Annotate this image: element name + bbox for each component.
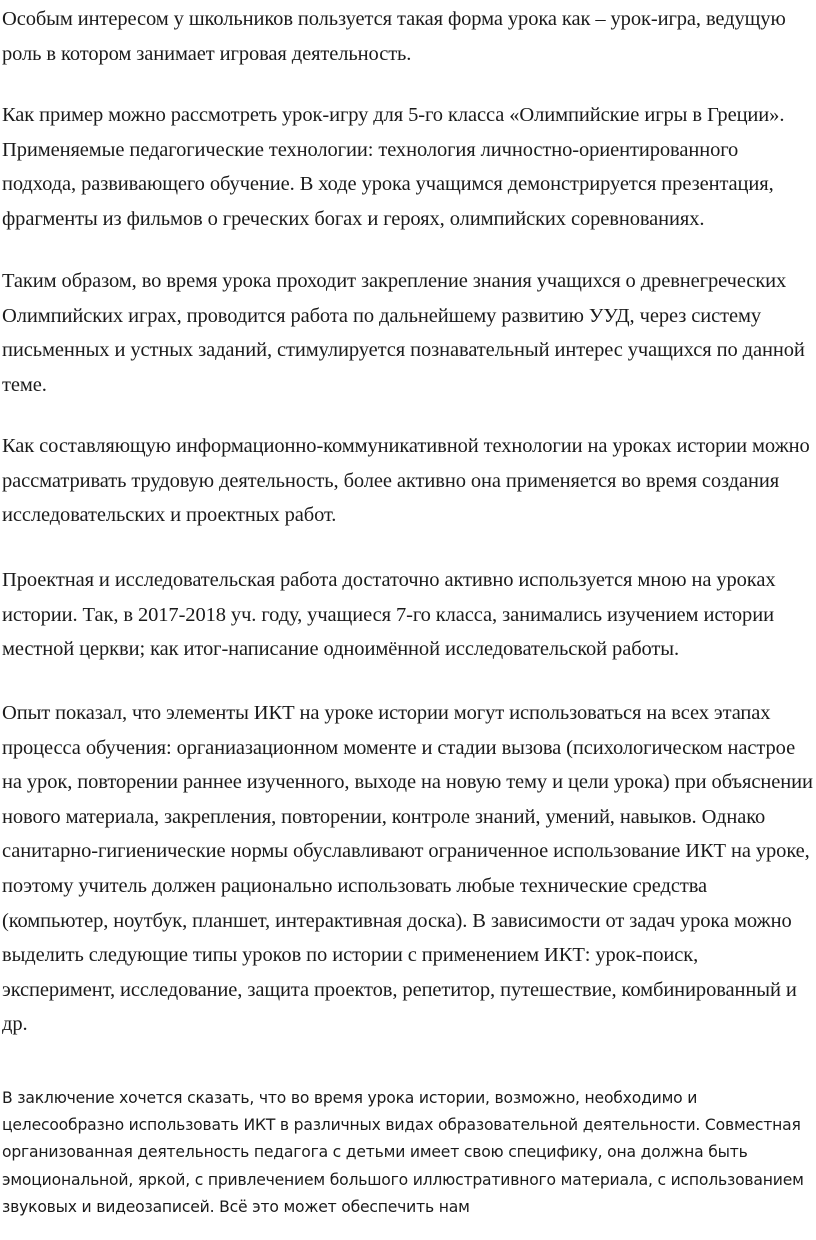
paragraph-olympic-example: Как пример можно рассмотреть урок-игру для 5-го класса «Олимпийские игры в Греции». Применяемые педагогические технологии: технология личностно-ориентированного подхода, развивающего обучение. В ходе урока учащимся демонстрируется презентация, фрагменты из фильмов о греческих богах и героях, олимпийских соревнованиях. [2,104,785,230]
paragraph-project-work: Проектная и исследовательская работа достаточно активно используется мною на уроках истории. Так, в 2017-2018 уч. году, учащиеся 7-го класса, занимались изучением истории местной церкви; как итог-написание одноимённой исследовательской работы. [2,569,776,661]
paragraph-ict-experience: Опыт показал, что элементы ИКТ на уроке истории могут использоваться на всех этапах процесса обучения: органиазационном моменте и стадии вызова (психологическом настрое на урок, повторении раннее изученного, выходе на новую тему и цели урока) при объяснении нового материала, закрепления, повторении, контроле знаний, умений, навыков. Однако санитарно-гигиенические нормы обуславливают ограниченное использование ИКТ на уроке, поэтому учитель должен рационально использовать любые технические средства (компьютер, ноутбук, планшет, интерактивная доска). В зависимости от задач урока можно выделить следующие типы уроков по истории с применением ИКТ: урок-поиск, эксперимент, исследование, защита проектов, репетитор, путешествие, комбинированный и др. [2,702,813,1036]
paragraph-conclusion: В заключение хочется сказать, что во время урока истории, возможно, необходимо и целесообразно использовать ИКТ в различных видах образовательной деятельности. Совместная организованная деятельность педагога с детьми имеет свою специфику, она должна быть эмоциональной, яркой, с привлечением большого иллюстративного материала, с использованием звуковых и видеозаписей. Всё это может обеспечить нам [2,1089,804,1216]
paragraph-ict-labor: Как составляющую информационно-коммуникативной технологии на уроках истории можно рассматривать трудовую деятельность, более активно она применяется во время создания исследовательских и проектных работ. [2,435,810,527]
paragraph-consolidation: Таким образом, во время урока проходит закрепление знания учащихся о древнегреческих Олимпийских играх, проводится работа по дальнейшему развитию УУД, через систему письменных и устных заданий, стимулируется познавательный интерес учащихся по данной теме. [2,270,805,396]
paragraph-game-lesson: Особым интересом у школьников пользуется такая форма урока как – урок-игра, ведущую роль в котором занимает игровая деятельность. [2,8,786,65]
